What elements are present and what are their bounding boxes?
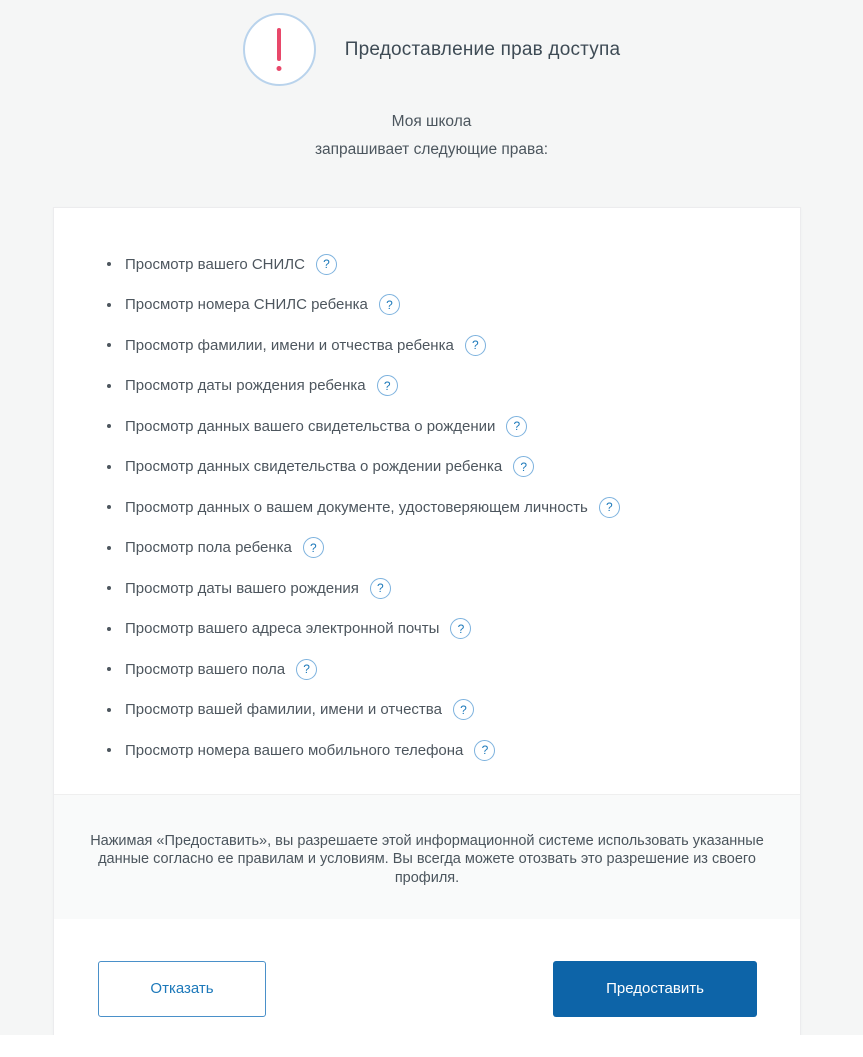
- bullet-icon: [107, 708, 111, 712]
- bullet-icon: [107, 384, 111, 388]
- exclamation-bar: [277, 28, 281, 61]
- help-icon[interactable]: ?: [379, 294, 400, 315]
- permission-label: Просмотр вашего пола: [125, 660, 286, 678]
- permission-label: Просмотр фамилии, имени и отчества ребенка: [125, 336, 454, 354]
- permissions-list-section: [54, 208, 800, 794]
- permission-item: [107, 447, 770, 488]
- permission-item: [107, 487, 770, 528]
- help-icon[interactable]: ?: [599, 497, 620, 518]
- permission-label: Просмотр номера СНИЛС ребенка: [125, 296, 368, 314]
- help-icon[interactable]: ?: [296, 659, 317, 680]
- permission-item: [107, 366, 770, 407]
- permission-item: [107, 528, 770, 569]
- request-subtitle: [0, 108, 863, 164]
- permission-label: Просмотр данных вашего свидетельства о рождении: [125, 417, 496, 435]
- permission-item: [107, 690, 770, 731]
- bullet-icon: [107, 303, 111, 307]
- permission-label: Просмотр даты рождения ребенка: [125, 377, 366, 395]
- permission-label: Просмотр вашего адреса электронной почты: [125, 620, 440, 638]
- decline-button[interactable]: Отказать: [98, 961, 266, 1017]
- bullet-icon: [107, 748, 111, 752]
- exclamation-dot: [277, 66, 282, 71]
- permission-label: Просмотр данных о вашем документе, удостоверяющем личность: [125, 498, 588, 516]
- help-icon[interactable]: ?: [453, 699, 474, 720]
- disclaimer-section: [54, 794, 800, 919]
- bullet-icon: [107, 505, 111, 509]
- help-icon[interactable]: ?: [513, 456, 534, 477]
- permissions-card: [53, 207, 801, 1035]
- exclamation-alert-icon: [243, 13, 316, 86]
- actions-bar: [54, 919, 800, 1036]
- disclaimer-text: Нажимая «Предоставить», вы разрешаете этой информационной системе использовать указанные данные согласно ее правилам и условиям. Вы всегда можете отозвать это разрешение из своего профиля.: [90, 832, 764, 886]
- permission-item: [107, 609, 770, 650]
- page-title: Предоставление прав доступа: [344, 38, 621, 60]
- help-icon[interactable]: ?: [316, 254, 337, 275]
- permission-label: Просмотр данных свидетельства о рождении ребенка: [125, 458, 503, 476]
- permission-item: [107, 285, 770, 326]
- bullet-icon: [107, 586, 111, 590]
- request-intro: запрашивает следующие права:: [314, 141, 549, 158]
- help-icon[interactable]: ?: [506, 416, 527, 437]
- page-header: [0, 13, 863, 86]
- permission-label: Просмотр номера вашего мобильного телефона: [125, 741, 464, 759]
- bullet-icon: [107, 424, 111, 428]
- help-icon[interactable]: ?: [465, 335, 486, 356]
- permission-item: [107, 325, 770, 366]
- bullet-icon: [107, 627, 111, 631]
- permission-label: Просмотр вашей фамилии, имени и отчества: [125, 701, 442, 719]
- bullet-icon: [107, 262, 111, 266]
- permission-item: [107, 730, 770, 771]
- permission-item: [107, 244, 770, 285]
- help-icon[interactable]: ?: [303, 537, 324, 558]
- permission-label: Просмотр пола ребенка: [125, 539, 292, 557]
- permission-label: Просмотр вашего СНИЛС: [125, 255, 305, 273]
- permissions-list: [107, 244, 770, 771]
- bullet-icon: [107, 667, 111, 671]
- grant-button[interactable]: Предоставить: [553, 961, 757, 1017]
- bullet-icon: [107, 546, 111, 550]
- help-icon[interactable]: ?: [377, 375, 398, 396]
- help-icon[interactable]: ?: [450, 618, 471, 639]
- permission-item: [107, 568, 770, 609]
- help-icon[interactable]: ?: [370, 578, 391, 599]
- help-icon[interactable]: ?: [474, 740, 495, 761]
- requester-name: Моя школа: [391, 113, 472, 130]
- permission-item: [107, 649, 770, 690]
- bullet-icon: [107, 343, 111, 347]
- permission-label: Просмотр даты вашего рождения: [125, 579, 359, 597]
- bullet-icon: [107, 465, 111, 469]
- permission-item: [107, 406, 770, 447]
